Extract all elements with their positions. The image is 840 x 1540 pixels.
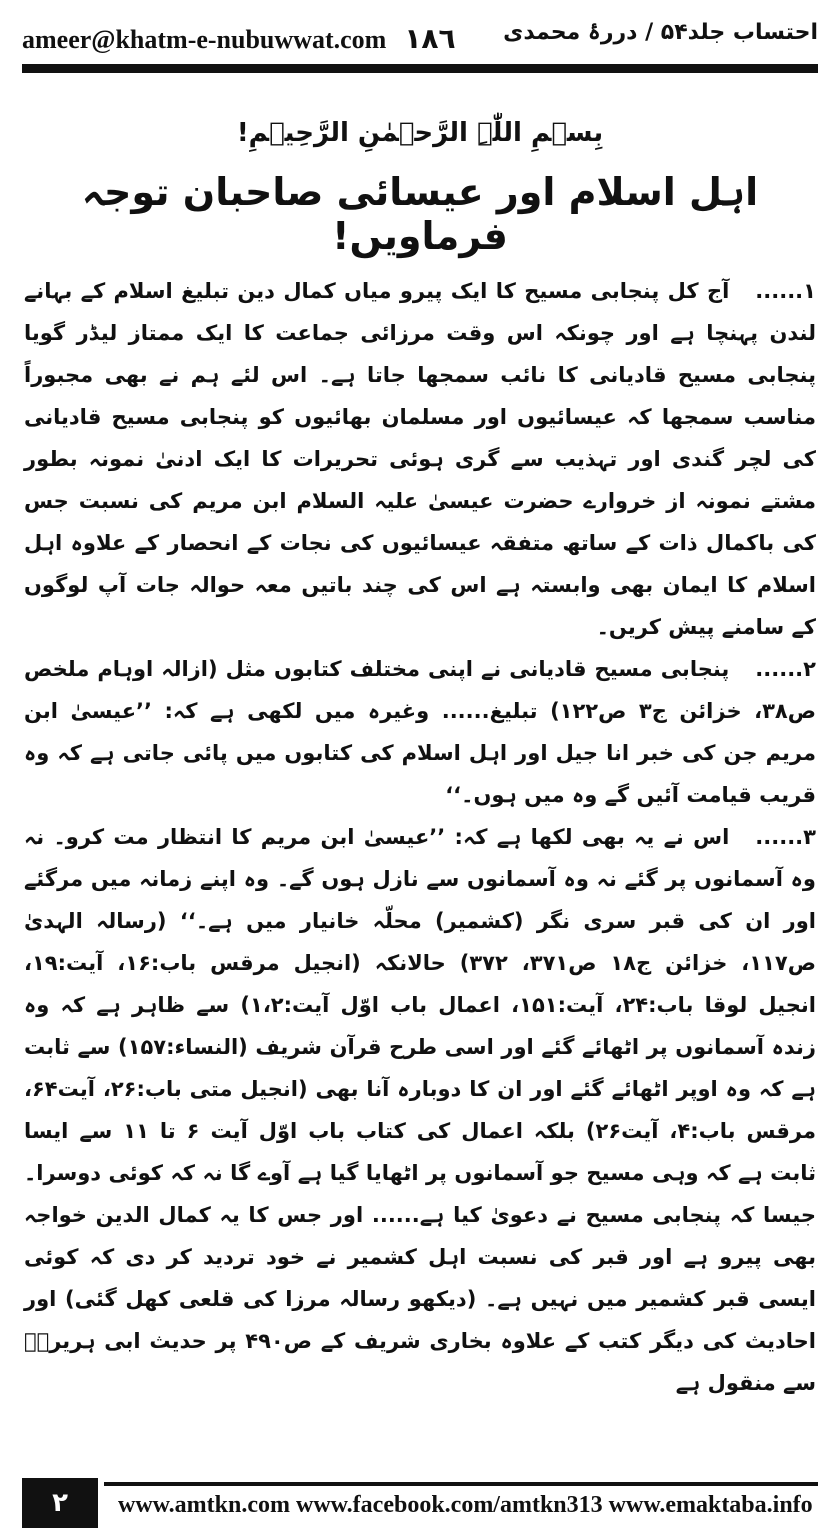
paragraph-2 xyxy=(24,648,816,816)
paragraph-number: ١...... xyxy=(755,279,816,303)
paragraph-number: ٢...... xyxy=(755,657,816,681)
page-number: ١٨٦ xyxy=(404,22,456,55)
paragraph-text: اس نے یہ بھی لکھا ہے کہ: ’’عیسیٰ ابن مریم کا انتظار مت کرو۔ نہ وہ آسمانوں پر گئے نہ وہ آسمانوں سے نازل ہوں گے۔ وہ اپنے زمانہ میں مرگئے اور ان کی قبر سری نگر (کشمیر) محلّہ خانیار میں ہے۔‘‘ (رسالہ الہدیٰ ص۱۱۷، خزائن ج۱۸ ص۳۷۱، ۳۷۲) حالانکہ (انجیل مرقس باب:۱۶، آیت:۱۹، انجیل لوقا باب:۲۴، آیت:۱۵۱، اعمال باب اوّل آیت:۱،۲) سے ظاہر ہے کہ وہ زندہ آسمانوں پر اٹھائے گئے اور اسی طرح قرآن شریف (النساء:۱۵۷) سے ثابت ہے کہ وہ اوپر اٹھائے گئے اور ان کا دوبارہ آنا بھی (انجیل متی باب:۲۶، آیت۶۴، مرقس باب:۴، آیت۲۶) بلکہ اعمال کی کتاب باب اوّل آیت ۶ تا ۱۱ سے ایسا ثابت ہے کہ وہی مسیح جو آسمانوں پر اٹھایا گیا ہے آوے گا نہ کہ کوئی دوسرا۔ جیسا کہ پنجابی مسیح نے دعویٰ کیا ہے...... اور جس کا یہ کمال الدین خواجہ بھی پیرو ہے اور قبر کی نسبت اہل کشمیر نے خود تردید کر دی کہ کوئی ایسی قبر کشمیر میں نہیں ہے۔ (دیکھو رسالہ مرزا کی قلعی کھل گئی) اور احادیث کی دیگر کتب کے علاوہ بخاری شریف کے ص۴۹۰ پر حدیث ابی ہریرہؓ سے منقول ہے xyxy=(24,825,817,1395)
header-email: ameer@khatm-e-nubuwwat.com xyxy=(22,25,387,54)
page-footer xyxy=(22,1478,818,1528)
header-left xyxy=(22,22,456,55)
footer-rule xyxy=(104,1482,818,1486)
sheet-number: ٢ xyxy=(22,1478,98,1528)
header-rule xyxy=(22,64,818,73)
footer-urls: www.amtkn.com www.facebook.com/amtkn313 www.emaktaba.info xyxy=(118,1492,813,1518)
paragraph-text: پنجابی مسیح قادیانی نے اپنی مختلف کتابوں مثل (ازالہ اوہام ملخص ص۳۸، خزائن ج۳ ص۱۲۲) تبلیغ...... وغیرہ میں لکھی ہے کہ: ’’عیسیٰ ابن مریم جن کی خبر انا جیل اور اہل اسلام کی کتابوں میں پائی جاتی ہے کہ وہ قریب قیامت آئیں گے وہ میں ہوں۔‘‘ xyxy=(24,657,816,807)
paragraph-1 xyxy=(24,270,816,648)
bismillah: بِسۡمِ اللّٰہِ الرَّحۡمٰنِ الرَّحِیۡمِ! xyxy=(236,118,604,148)
paragraph-text: آج کل پنجابی مسیح کا ایک پیرو میاں کمال دین تبلیغ اسلام کے بہانے لندن پہنچا ہے اور چونکہ اس وقت مرزائی جماعت کا ایک ممتاز لیڈر گویا پنجابی مسیح قادیانی کا نائب سمجھا جاتا ہے۔ اس لئے ہم نے بھی مجبوراً مناسب سمجھا کہ عیسائیوں اور مسلمان بھائیوں کو پنجابی مسیح قادیانی کی لچر گندی اور تہذیب سے گری ہوئی تحریرات کا ایک ادنیٰ نمونہ بطور مشتے نمونہ از خروارے حضرت عیسیٰ علیہ السلام ابن مریم کی نسبت جس کی باکمال ذات کے ساتھ متفقہ عیسائیوں کی نجات کے انحصار کے علاوہ اہل اسلام کا ایمان بھی وابستہ ہے اس کی چند باتیں معہ حوالہ جات آپ لوگوں کے سامنے پیش کریں۔ xyxy=(24,279,816,639)
paragraph-number: ٣...... xyxy=(755,825,816,849)
book-title: احتساب جلد۵۴ / دررۂ محمدی xyxy=(503,20,818,45)
paragraph-3 xyxy=(24,816,816,1404)
article-body xyxy=(24,270,816,1404)
page-header xyxy=(22,14,818,60)
article-title: اہل اسلام اور عیسائی صاحبان توجہ فرماویں! xyxy=(81,170,759,258)
